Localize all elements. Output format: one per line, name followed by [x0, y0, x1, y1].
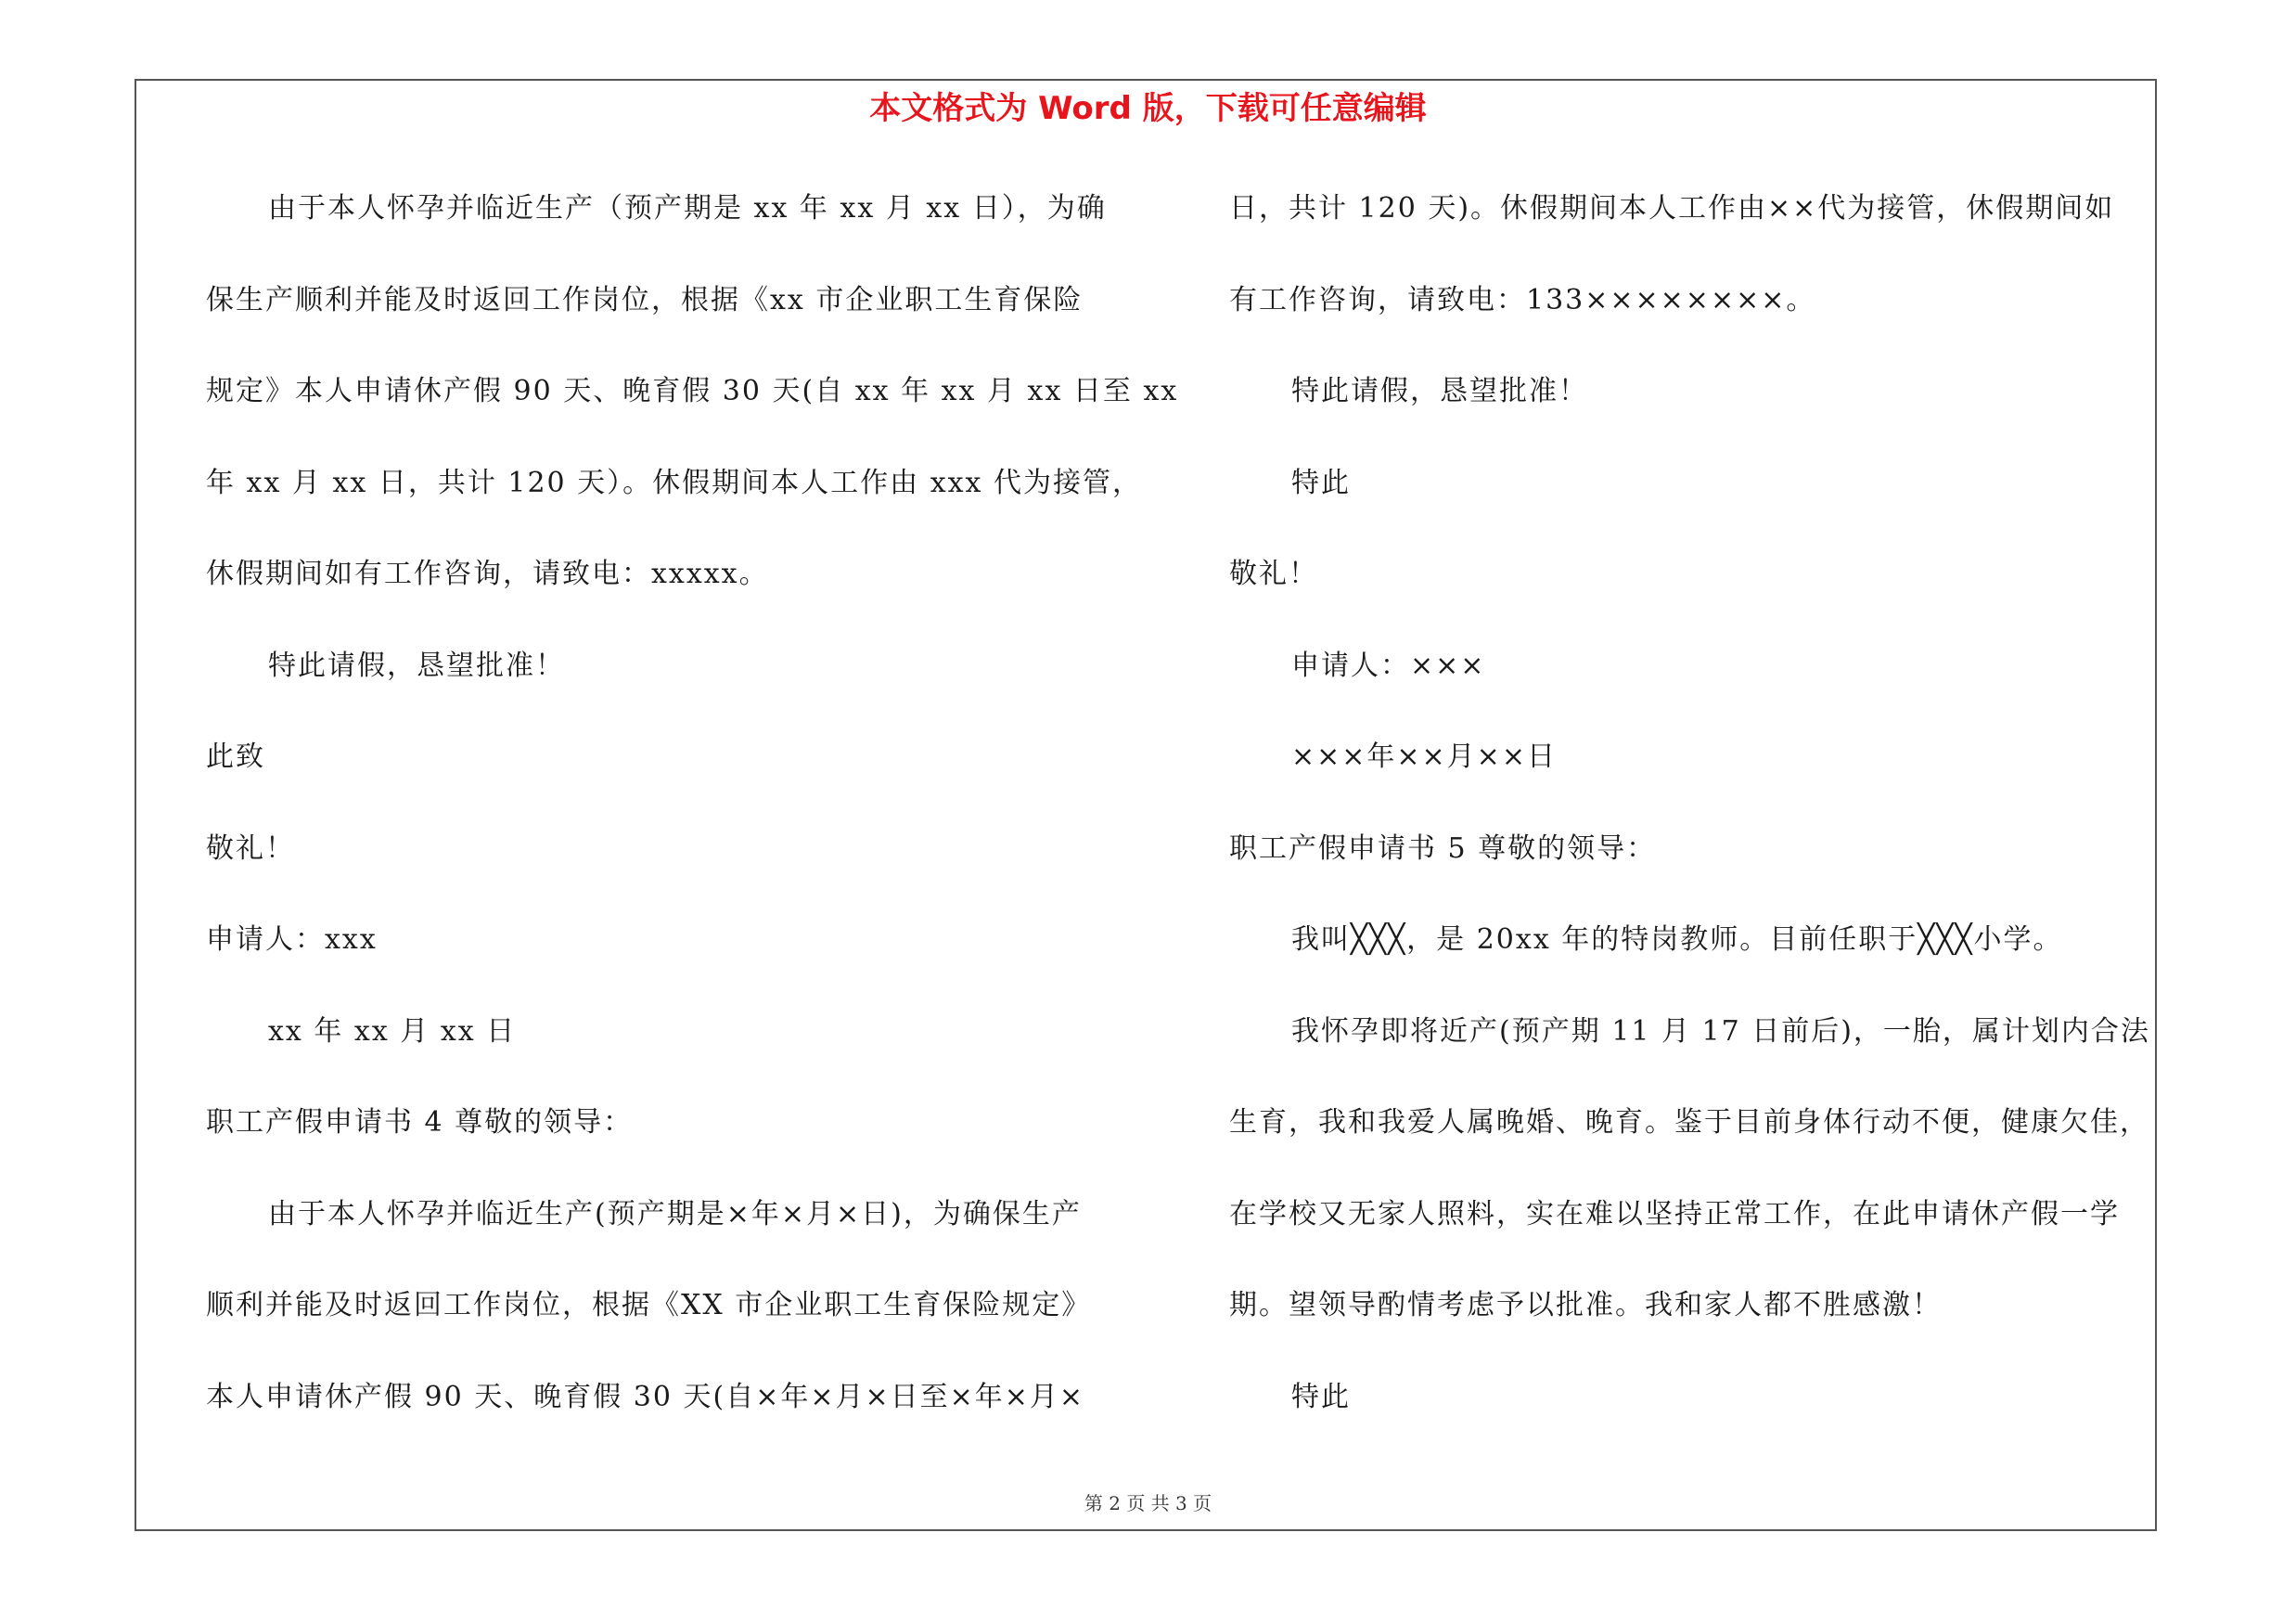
paragraph-line: 特此请假，恳望批准！: [1291, 375, 1588, 407]
paragraph-line: xx 年 xx 月 xx 日: [268, 1014, 517, 1048]
paragraph-line: 敬礼！: [206, 831, 295, 865]
paragraph-line: 有工作咨询，请致电：133××××××××。: [1229, 283, 1816, 316]
paragraph-line: 期。望领导酌情考虑予以批准。我和家人都不胜感激！: [1229, 1289, 1942, 1321]
paragraph-line: 敬礼！: [1229, 558, 1318, 590]
paragraph-line: 顺利并能及时返回工作岗位，根据《XX 市企业职工生育保险规定》: [206, 1289, 1092, 1321]
paragraph-line: ×××年××月××日: [1291, 741, 1557, 773]
paragraph-line: 特此: [1291, 466, 1351, 499]
paragraph-line: 申请人：xxx: [206, 923, 378, 956]
paragraph-line: 特此请假，恳望批准！: [268, 649, 565, 682]
paragraph-line: 规定》本人申请休产假 90 天、晚育假 30 天(自 xx 年 xx 月 xx 日至 xx: [206, 375, 1179, 407]
paragraph-line: 由于本人怀孕并临近生产(预产期是×年×月×日)，为确保生产: [268, 1197, 1082, 1230]
paragraph-line: 我怀孕即将近产(预产期 11 月 17 日前后)，一胎，属计划内合法: [1291, 1014, 2150, 1048]
paragraph-line: 年 xx 月 xx 日，共计 120 天）。休假期间本人工作由 xxx 代为接管，: [206, 466, 1142, 499]
paragraph-line: 职工产假申请书 4 尊敬的领导：: [206, 1106, 634, 1139]
paragraph-line: 由于本人怀孕并临近生产（预产期是 xx 年 xx 月 xx 日），为确: [268, 192, 1107, 225]
paragraph-line: 生育，我和我爱人属晚婚、晚育。鉴于目前身体行动不便，健康欠佳，: [1229, 1106, 2149, 1139]
paragraph-line: 保生产顺利并能及时返回工作岗位，根据《xx 市企业职工生育保险: [206, 283, 1084, 316]
paragraph-line: 我叫╳╳╳，是 20xx 年的特岗教师。目前任职于╳╳╳小学。: [1291, 923, 2063, 956]
paragraph-line: 特此: [1291, 1380, 1351, 1413]
paragraph-line: 日，共计 120 天)。休假期间本人工作由××代为接管，休假期间如: [1229, 192, 2115, 225]
paragraph-line: 申请人：×××: [1291, 649, 1486, 682]
paragraph-line: 此致: [206, 741, 265, 773]
paragraph-line: 在学校又无家人照料，实在难以坚持正常工作，在此申请休产假一学: [1229, 1197, 2120, 1230]
document-header-notice: 本文格式为 Word 版，下载可任意编辑: [869, 90, 1427, 127]
paragraph-line: 职工产假申请书 5 尊敬的领导：: [1229, 831, 1657, 865]
paragraph-line: 休假期间如有工作咨询，请致电：xxxxx。: [206, 558, 769, 590]
paragraph-line: 本人申请休产假 90 天、晚育假 30 天(自×年×月×日至×年×月×: [206, 1380, 1085, 1413]
page-number-indicator: 第 2 页 共 3 页: [1084, 1492, 1212, 1514]
